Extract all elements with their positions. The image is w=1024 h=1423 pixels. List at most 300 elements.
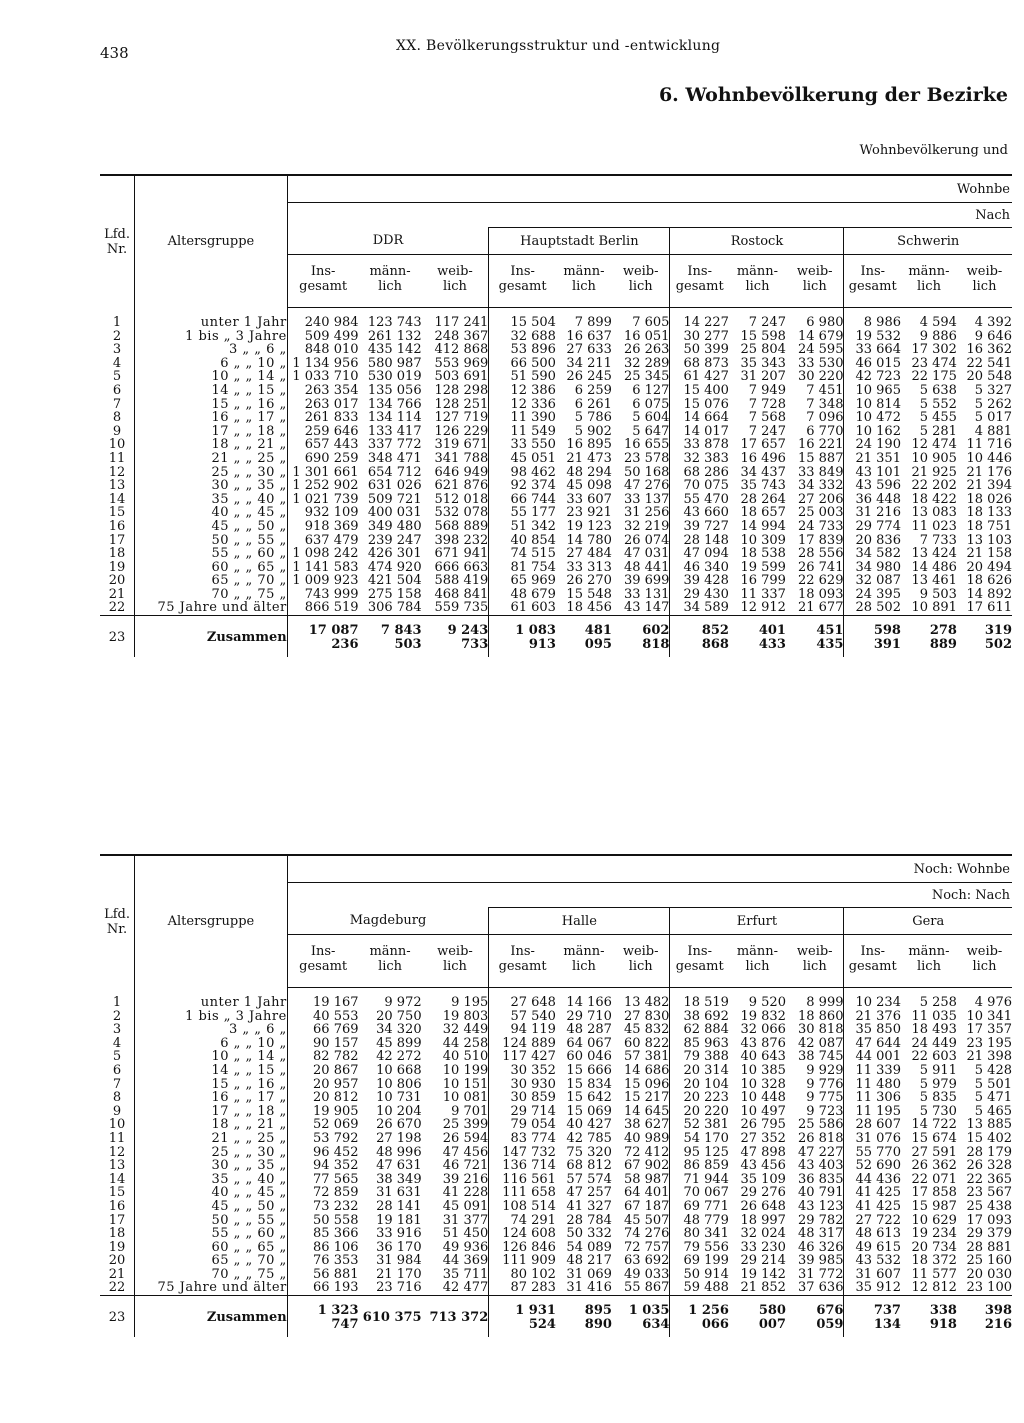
cell-value: 1 021 739	[287, 493, 358, 507]
cell-value: 111 658	[489, 1186, 556, 1200]
cell-value: 275 158	[367, 586, 422, 602]
table-row	[100, 1200, 1012, 1214]
cell-value: 40 427	[566, 1117, 612, 1133]
cell-value: 15 887	[797, 450, 844, 466]
age-group: 40 „ „ 45 „	[135, 1186, 288, 1200]
cell-value: 33 849	[797, 464, 844, 480]
table-row	[100, 425, 1012, 439]
cell-value: 21 398	[966, 1049, 1012, 1065]
cell-value: 26 594	[442, 1130, 489, 1146]
cell-value: 7 568	[748, 410, 786, 426]
cell-value: 39 428	[670, 574, 729, 588]
cell-value: 72 757	[623, 1239, 670, 1255]
cell-value: 92 374	[489, 479, 556, 493]
population-table-2	[100, 854, 1012, 1337]
table-row	[100, 506, 1012, 520]
cell-value: 69 199	[670, 1254, 729, 1268]
cell-value: 45 051	[489, 452, 556, 466]
cell-value: 55 177	[489, 506, 556, 520]
cell-value: 18 372	[911, 1253, 957, 1269]
age-group: 21 „ „ 25 „	[135, 452, 288, 466]
cell-value: 20 104	[670, 1078, 729, 1092]
cell-value: 30 220	[797, 369, 844, 385]
cell-value: 23 474	[911, 355, 957, 371]
cell-value: 45 899	[376, 1035, 422, 1051]
cell-value: 20 957	[287, 1078, 358, 1092]
row-number: 4	[112, 355, 122, 371]
cell-value: 10 162	[844, 425, 901, 439]
age-group: 10 „ „ 14 „	[135, 370, 288, 384]
cell-value: 27 484	[566, 546, 612, 562]
group-header: Erfurt	[670, 908, 844, 935]
cell-value: 17 611	[966, 600, 1012, 616]
cell-value: 16 051	[623, 328, 670, 344]
column-header-lfd: Lfd. Nr.	[104, 226, 130, 257]
cell-value: 134 766	[367, 396, 422, 412]
cell-value: 12 812	[911, 1280, 957, 1296]
cell-value: 43 456	[740, 1158, 786, 1174]
cell-value: 47 257	[566, 1185, 612, 1201]
cell-value: 468 841	[434, 586, 489, 602]
cell-value: 17 302	[911, 342, 957, 358]
cell-value: 28 141	[376, 1198, 422, 1214]
table-row	[100, 988, 1012, 1010]
cell-value: 33 550	[489, 438, 556, 452]
column-header-lfd: Lfd. Nr.	[104, 906, 130, 937]
cell-value: 44 258	[442, 1035, 489, 1051]
cell-value: 18 860	[797, 1008, 844, 1024]
cell-value: 70 075	[670, 479, 729, 493]
cell-value: 20 812	[287, 1091, 358, 1105]
cell-value: 69 771	[670, 1200, 729, 1214]
age-group: 25 „ „ 30 „	[135, 466, 288, 480]
cell-value: 8 986	[844, 308, 901, 330]
cell-value: 15 642	[566, 1090, 612, 1106]
cell-value: 19 142	[740, 1266, 786, 1282]
cell-value: 4 881	[974, 423, 1012, 439]
total-value: 7 843 503	[359, 616, 422, 658]
row-number: 17	[108, 1212, 126, 1228]
cell-value: 61 603	[489, 601, 556, 615]
cell-value: 27 198	[376, 1130, 422, 1146]
cell-value: 35 912	[844, 1281, 901, 1295]
cell-value: 72 859	[287, 1186, 358, 1200]
subcolumn-header: Ins- gesamt	[670, 935, 729, 988]
group-header: Gera	[844, 908, 1012, 935]
table-row	[100, 1023, 1012, 1037]
running-head: XX. Bevölkerungsstruktur und -entwicklung	[396, 38, 721, 54]
cell-value: 26 245	[566, 369, 612, 385]
row-number: 21	[108, 1266, 126, 1282]
column-header-altersgruppe: Altersgruppe	[135, 176, 288, 308]
total-value: 602 818	[612, 616, 670, 658]
cell-value: 50 914	[670, 1268, 729, 1282]
age-group: 55 „ „ 60 „	[135, 547, 288, 561]
cell-value: 29 430	[670, 588, 729, 602]
row-number: 3	[112, 342, 122, 358]
cell-value: 27 352	[740, 1130, 786, 1146]
total-value: 398 216	[957, 1296, 1012, 1338]
cell-value: 28 607	[844, 1118, 901, 1132]
cell-value: 44 369	[442, 1253, 489, 1269]
cell-value: 18 519	[670, 988, 729, 1010]
cell-value: 6 127	[632, 382, 670, 398]
cell-value: 49 615	[844, 1241, 901, 1255]
row-number: 5	[112, 369, 122, 385]
table-row	[100, 1132, 1012, 1146]
cell-value: 261 833	[287, 411, 358, 425]
table-row	[100, 534, 1012, 548]
cell-value: 57 381	[623, 1049, 670, 1065]
table-row	[100, 520, 1012, 534]
cell-value: 71 944	[670, 1173, 729, 1187]
cell-value: 41 228	[442, 1185, 489, 1201]
total-label: Zusammen	[135, 616, 288, 658]
cell-value: 14 227	[670, 308, 729, 330]
row-number: 22	[108, 1280, 126, 1296]
cell-value: 10 668	[376, 1062, 422, 1078]
cell-value: 50 332	[566, 1226, 612, 1242]
cell-value: 48 317	[797, 1226, 844, 1242]
cell-value: 10 309	[740, 532, 786, 548]
total-value: 278 889	[901, 616, 957, 658]
cell-value: 42 087	[797, 1035, 844, 1051]
cell-value: 13 103	[966, 532, 1012, 548]
age-group: 17 „ „ 18 „	[135, 425, 288, 439]
row-number: 6	[112, 1062, 122, 1078]
cell-value: 36 448	[844, 493, 901, 507]
cell-value: 28 556	[797, 546, 844, 562]
cell-value: 5 979	[919, 1076, 957, 1092]
cell-value: 1 141 583	[287, 561, 358, 575]
cell-value: 22 629	[797, 573, 844, 589]
age-group: 10 „ „ 14 „	[135, 1050, 288, 1064]
cell-value: 1 134 956	[287, 357, 358, 371]
total-value: 17 087 236	[287, 616, 358, 658]
row-number: 10	[108, 437, 126, 453]
table-row	[100, 479, 1012, 493]
cell-value: 18 093	[797, 586, 844, 602]
age-group: 18 „ „ 21 „	[135, 438, 288, 452]
cell-value: 5 647	[632, 423, 670, 439]
cell-value: 9 701	[451, 1103, 489, 1119]
row-number: 17	[108, 532, 126, 548]
age-group: 3 „ „ 6 „	[135, 1023, 288, 1037]
table-row	[100, 1091, 1012, 1105]
cell-value: 15 076	[670, 398, 729, 412]
cell-value: 11 023	[911, 518, 957, 534]
row-number: 19	[108, 1239, 126, 1255]
cell-value: 10 814	[844, 398, 901, 412]
row-number: 10	[108, 1117, 126, 1133]
cell-value: 13 424	[911, 546, 957, 562]
cell-value: 20 494	[966, 559, 1012, 575]
cell-value: 9 646	[974, 328, 1012, 344]
cell-value: 51 590	[489, 370, 556, 384]
age-group: unter 1 Jahr	[135, 988, 288, 1010]
group-header: DDR	[287, 228, 489, 255]
cell-value: 18 456	[566, 600, 612, 616]
cell-value: 54 170	[670, 1132, 729, 1146]
row-number: 7	[112, 396, 122, 412]
subcolumn-header: weib- lich	[612, 935, 670, 988]
cell-value: 55 867	[623, 1280, 670, 1296]
cell-value: 29 379	[966, 1226, 1012, 1242]
cell-value: 19 181	[376, 1212, 422, 1228]
cell-value: 15 674	[911, 1130, 957, 1146]
row-number: 12	[108, 464, 126, 480]
cell-value: 79 556	[670, 1241, 729, 1255]
cell-value: 20 734	[911, 1239, 957, 1255]
cell-value: 7 451	[806, 382, 844, 398]
header-row1: Wohnbe	[287, 176, 1012, 203]
subcolumn-header: männ- lich	[359, 935, 422, 988]
row-number: 16	[108, 518, 126, 534]
cell-value: 33 530	[797, 355, 844, 371]
cell-value: 28 502	[844, 601, 901, 615]
cell-value: 16 655	[623, 437, 670, 453]
total-value: 481 095	[556, 616, 612, 658]
total-row	[100, 1296, 1012, 1338]
cell-value: 31 216	[844, 506, 901, 520]
cell-value: 31 076	[844, 1132, 901, 1146]
cell-value: 4 594	[919, 315, 957, 330]
cell-value: 631 026	[367, 478, 422, 494]
cell-value: 47 031	[623, 546, 670, 562]
group-header: Magdeburg	[287, 908, 489, 935]
table-row	[100, 1159, 1012, 1173]
cell-value: 474 920	[367, 559, 422, 575]
cell-value: 11 549	[489, 425, 556, 439]
header-row2: Nach	[287, 203, 1012, 228]
cell-value: 21 473	[566, 450, 612, 466]
age-group: 21 „ „ 25 „	[135, 1132, 288, 1146]
cell-value: 43 123	[797, 1198, 844, 1214]
cell-value: 29 710	[566, 1008, 612, 1024]
cell-value: 70 067	[670, 1186, 729, 1200]
cell-value: 35 343	[740, 355, 786, 371]
table-row	[100, 357, 1012, 371]
cell-value: 26 328	[966, 1158, 1012, 1174]
cell-value: 31 069	[566, 1266, 612, 1282]
cell-value: 31 377	[442, 1212, 489, 1228]
cell-value: 86 859	[670, 1159, 729, 1173]
cell-value: 26 270	[566, 573, 612, 589]
age-group: 60 „ „ 65 „	[135, 561, 288, 575]
cell-value: 10 497	[740, 1103, 786, 1119]
cell-value: 19 532	[844, 330, 901, 344]
cell-value: 7 348	[806, 396, 844, 412]
cell-value: 50 558	[287, 1214, 358, 1228]
cell-value: 28 881	[966, 1239, 1012, 1255]
cell-value: 48 287	[566, 1022, 612, 1038]
cell-value: 5 017	[974, 410, 1012, 426]
cell-value: 25 586	[797, 1117, 844, 1133]
row-number: 23	[100, 1296, 135, 1338]
total-value: 713 372	[422, 1296, 489, 1338]
subcolumn-header: weib- lich	[422, 935, 489, 988]
age-group: 75 Jahre und älter	[135, 601, 288, 615]
cell-value: 28 784	[566, 1212, 612, 1228]
cell-value: 90 157	[287, 1037, 358, 1051]
cell-value: 34 980	[844, 561, 901, 575]
cell-value: 17 839	[797, 532, 844, 548]
page-number: 438	[100, 44, 129, 62]
cell-value: 21 170	[376, 1266, 422, 1282]
cell-value: 12 912	[740, 600, 786, 616]
cell-value: 18 422	[911, 491, 957, 507]
cell-value: 41 425	[844, 1200, 901, 1214]
cell-value: 81 754	[489, 561, 556, 575]
cell-value: 40 643	[740, 1049, 786, 1065]
cell-value: 48 217	[566, 1253, 612, 1269]
row-number: 3	[112, 1022, 122, 1038]
table-row	[100, 561, 1012, 575]
cell-value: 34 582	[844, 547, 901, 561]
cell-value: 48 679	[489, 588, 556, 602]
cell-value: 74 515	[489, 547, 556, 561]
age-group: 70 „ „ 75 „	[135, 1268, 288, 1282]
cell-value: 55 770	[844, 1146, 901, 1160]
cell-value: 26 670	[376, 1117, 422, 1133]
row-number: 2	[112, 1008, 122, 1024]
cell-value: 646 949	[434, 464, 489, 480]
cell-value: 10 199	[442, 1062, 489, 1078]
cell-value: 43 532	[844, 1254, 901, 1268]
cell-value: 33 131	[623, 586, 670, 602]
table-row	[100, 1105, 1012, 1119]
cell-value: 10 448	[740, 1090, 786, 1106]
cell-value: 248 367	[434, 328, 489, 344]
cell-value: 654 712	[367, 464, 422, 480]
cell-value: 33 878	[670, 438, 729, 452]
total-value: 676 059	[786, 1296, 844, 1338]
cell-value: 9 520	[748, 995, 786, 1010]
cell-value: 5 604	[632, 410, 670, 426]
cell-value: 5 730	[919, 1103, 957, 1119]
cell-value: 559 735	[434, 600, 489, 616]
cell-value: 22 603	[911, 1049, 957, 1065]
cell-value: 42 723	[844, 370, 901, 384]
cell-value: 866 519	[287, 601, 358, 615]
total-value: 401 433	[729, 616, 786, 658]
cell-value: 126 846	[489, 1241, 556, 1255]
cell-value: 10 891	[911, 600, 957, 616]
table-row	[100, 330, 1012, 344]
table-row	[100, 1146, 1012, 1160]
cell-value: 29 276	[740, 1185, 786, 1201]
cell-value: 34 437	[740, 464, 786, 480]
cell-value: 117 427	[489, 1050, 556, 1064]
cell-value: 38 627	[623, 1117, 670, 1133]
total-row	[100, 616, 1012, 658]
cell-value: 16 895	[566, 437, 612, 453]
cell-value: 20 867	[287, 1064, 358, 1078]
cell-value: 94 119	[489, 1023, 556, 1037]
cell-value: 49 033	[623, 1266, 670, 1282]
cell-value: 848 010	[287, 343, 358, 357]
cell-value: 32 449	[442, 1022, 489, 1038]
cell-value: 64 401	[623, 1185, 670, 1201]
age-group: 45 „ „ 50 „	[135, 1200, 288, 1214]
table-row	[100, 343, 1012, 357]
cell-value: 9 929	[806, 1062, 844, 1078]
cell-value: 5 428	[974, 1062, 1012, 1078]
cell-value: 47 094	[670, 547, 729, 561]
cell-value: 44 436	[844, 1173, 901, 1187]
age-group: 15 „ „ 16 „	[135, 398, 288, 412]
cell-value: 10 328	[740, 1076, 786, 1092]
subcolumn-header: Ins- gesamt	[489, 935, 556, 988]
cell-value: 5 258	[919, 995, 957, 1010]
cell-value: 18 751	[966, 518, 1012, 534]
cell-value: 29 714	[489, 1105, 556, 1119]
cell-value: 117 241	[434, 315, 489, 330]
cell-value: 18 657	[740, 505, 786, 521]
cell-value: 26 795	[740, 1117, 786, 1133]
age-group: 40 „ „ 45 „	[135, 506, 288, 520]
age-group: 25 „ „ 30 „	[135, 1146, 288, 1160]
cell-value: 30 352	[489, 1064, 556, 1078]
cell-value: 18 133	[966, 505, 1012, 521]
subcolumn-header: männ- lich	[359, 255, 422, 308]
cell-value: 60 822	[623, 1035, 670, 1051]
cell-value: 38 745	[797, 1049, 844, 1065]
total-value: 338 918	[901, 1296, 957, 1338]
cell-value: 48 441	[623, 559, 670, 575]
cell-value: 261 132	[367, 328, 422, 344]
cell-value: 40 553	[287, 1010, 358, 1024]
row-number: 9	[112, 1103, 122, 1119]
cell-value: 108 514	[489, 1200, 556, 1214]
cell-value: 15 504	[489, 308, 556, 330]
cell-value: 20 220	[670, 1105, 729, 1119]
cell-value: 43 660	[670, 506, 729, 520]
cell-value: 5 465	[974, 1103, 1012, 1119]
table-row	[100, 1268, 1012, 1282]
cell-value: 124 608	[489, 1227, 556, 1241]
cell-value: 15 069	[566, 1103, 612, 1119]
cell-value: 14 892	[966, 586, 1012, 602]
cell-value: 9 775	[806, 1090, 844, 1106]
cell-value: 87 283	[489, 1281, 556, 1295]
cell-value: 11 339	[844, 1064, 901, 1078]
cell-value: 22 071	[911, 1171, 957, 1187]
cell-value: 27 591	[911, 1144, 957, 1160]
cell-value: 14 679	[797, 328, 844, 344]
table-row	[100, 438, 1012, 452]
cell-value: 95 125	[670, 1146, 729, 1160]
cell-value: 63 692	[623, 1253, 670, 1269]
cell-value: 19 832	[740, 1008, 786, 1024]
cell-value: 34 211	[566, 355, 612, 371]
row-number: 13	[108, 478, 126, 494]
cell-value: 12 474	[911, 437, 957, 453]
cell-value: 17 657	[740, 437, 786, 453]
row-number: 8	[112, 410, 122, 426]
table-row	[100, 398, 1012, 412]
subcolumn-header: männ- lich	[729, 255, 786, 308]
column-header-altersgruppe: Altersgruppe	[135, 856, 288, 988]
cell-value: 30 930	[489, 1078, 556, 1092]
cell-value: 16 496	[740, 450, 786, 466]
cell-value: 45 507	[623, 1212, 670, 1228]
cell-value: 45 832	[623, 1022, 670, 1038]
cell-value: 77 565	[287, 1173, 358, 1187]
cell-value: 16 637	[566, 328, 612, 344]
cell-value: 27 830	[623, 1008, 670, 1024]
cell-value: 6 075	[632, 396, 670, 412]
